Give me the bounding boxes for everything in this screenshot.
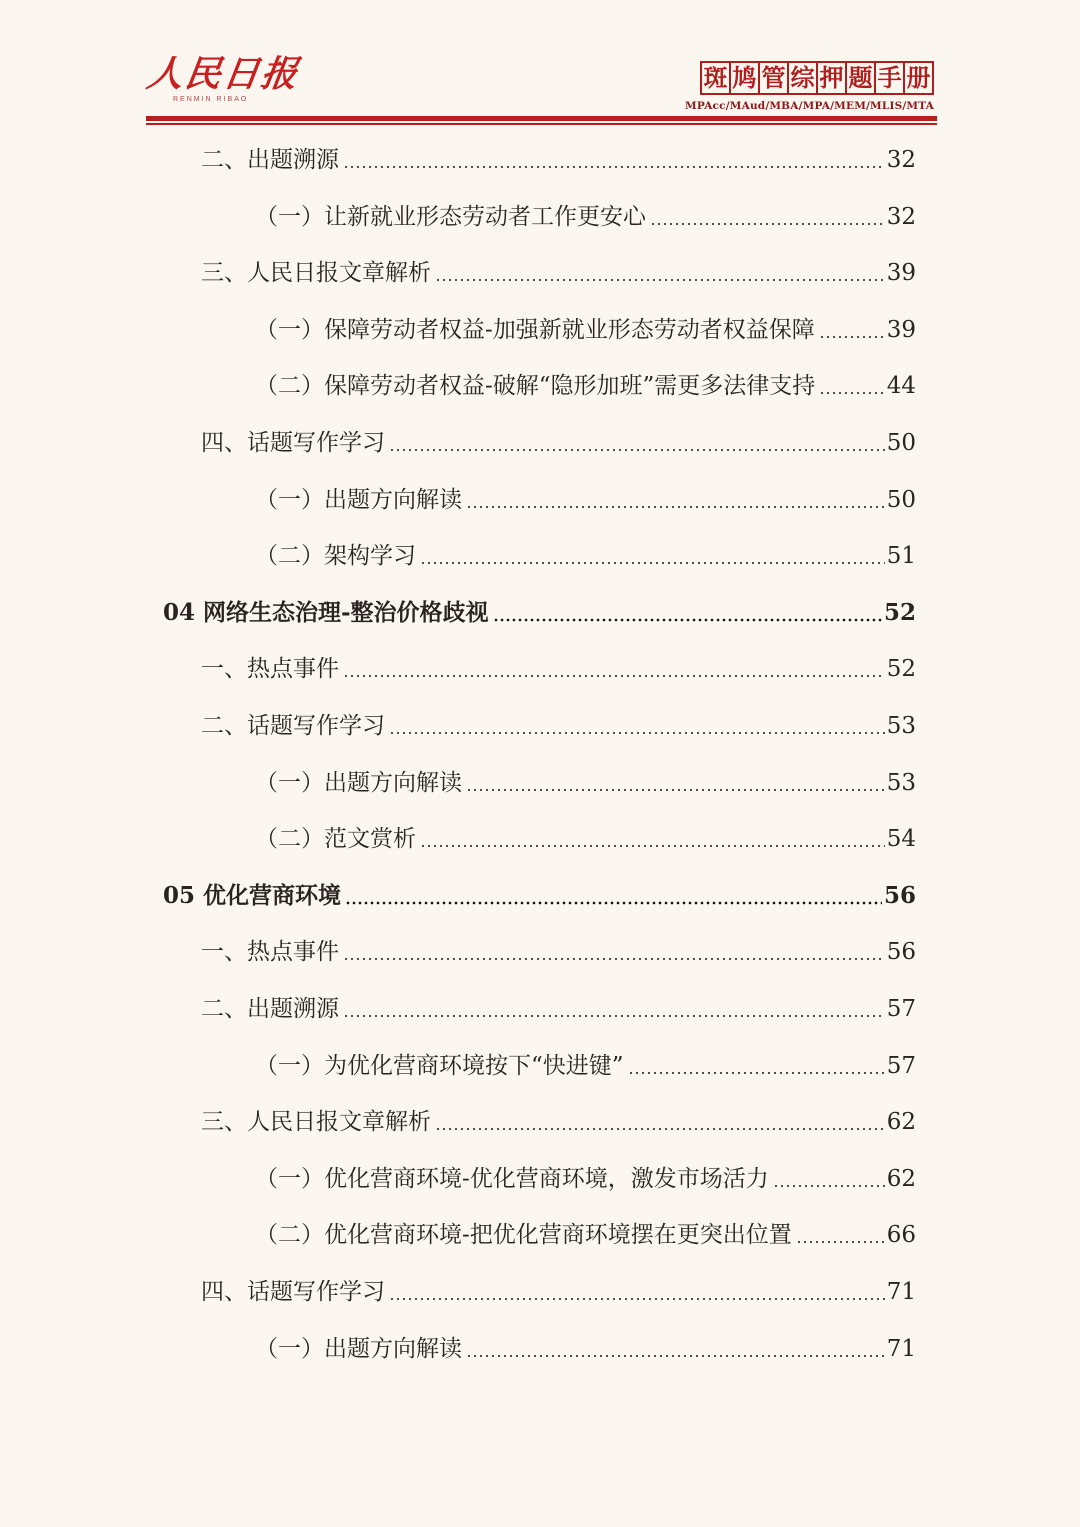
toc-entry-label: （一）优化营商环境-优化营商环境，激发市场活力 bbox=[255, 1165, 769, 1192]
toc-entry-label: （二）架构学习 bbox=[255, 543, 416, 570]
toc-page-number: 57 bbox=[886, 1052, 916, 1079]
toc-dot-leader bbox=[773, 1184, 885, 1188]
toc-entry-label: 二、出题溯源 bbox=[201, 996, 339, 1022]
brand-title-char: 管 bbox=[758, 61, 789, 95]
toc-entry-label: （二）保障劳动者权益-破解“隐形加班”需更多法律支持 bbox=[255, 373, 816, 400]
toc-dot-leader bbox=[796, 1240, 885, 1244]
toc-entry[interactable] bbox=[201, 141, 916, 175]
toc-page-number: 44 bbox=[886, 373, 916, 400]
toc-dot-leader bbox=[343, 165, 885, 169]
toc-dot-leader bbox=[435, 278, 885, 282]
toc-entry[interactable] bbox=[255, 367, 916, 401]
toc-dot-leader bbox=[819, 335, 885, 339]
toc-page-number: 39 bbox=[886, 316, 916, 343]
logo-pinyin: RENMIN RIBAO bbox=[173, 96, 249, 103]
toc-dot-leader bbox=[389, 448, 885, 452]
toc-chapter-entry[interactable] bbox=[163, 594, 916, 628]
brand-title-char: 题 bbox=[845, 61, 876, 95]
toc-page-number: 32 bbox=[886, 147, 916, 173]
brand-title-char: 综 bbox=[787, 61, 818, 95]
toc-dot-leader bbox=[343, 957, 885, 961]
toc-entry-label: （一）出题方向解读 bbox=[255, 1335, 462, 1362]
toc-dot-leader bbox=[466, 788, 885, 792]
renmin-ribao-logo bbox=[144, 52, 302, 103]
toc-chapter-entry[interactable] bbox=[163, 877, 916, 911]
toc-page-number: 56 bbox=[886, 939, 916, 966]
toc-dot-leader bbox=[493, 618, 882, 622]
toc-page-number: 53 bbox=[886, 769, 916, 796]
toc-dot-leader bbox=[466, 1354, 885, 1358]
toc-entry[interactable] bbox=[255, 198, 916, 232]
toc-entry[interactable] bbox=[255, 1330, 916, 1364]
toc-dot-leader bbox=[389, 1297, 885, 1301]
toc-entry[interactable] bbox=[255, 820, 916, 854]
toc-page-number: 71 bbox=[886, 1335, 916, 1362]
brand-title-char: 手 bbox=[874, 61, 905, 95]
toc-dot-leader bbox=[389, 731, 885, 735]
toc-entry-label: 三、人民日报文章解析 bbox=[201, 1109, 431, 1136]
toc-page-number: 53 bbox=[886, 713, 916, 739]
toc-entry[interactable] bbox=[201, 254, 916, 288]
toc-entry[interactable] bbox=[201, 424, 916, 458]
brand-title-char: 鸠 bbox=[729, 61, 760, 95]
header-rule-thin bbox=[146, 123, 937, 125]
toc-entry[interactable] bbox=[255, 481, 916, 515]
toc-dot-leader bbox=[819, 391, 884, 395]
toc-entry-label: 二、出题溯源 bbox=[201, 147, 339, 173]
toc-dot-leader bbox=[650, 222, 885, 226]
toc-page-number: 52 bbox=[883, 598, 916, 626]
toc-entry[interactable] bbox=[255, 311, 916, 345]
toc-entry[interactable] bbox=[201, 1273, 916, 1307]
toc-entry[interactable] bbox=[255, 1047, 916, 1081]
toc-entry-label: 04 网络生态治理-整治价格歧视 bbox=[163, 598, 489, 626]
toc-entry-label: 四、话题写作学习 bbox=[201, 1279, 385, 1305]
toc-page-number: 54 bbox=[886, 826, 916, 853]
toc-page-number: 62 bbox=[886, 1109, 916, 1136]
toc-page-number: 51 bbox=[886, 543, 916, 570]
toc-entry-label: 05 优化营商环境 bbox=[163, 881, 342, 909]
toc-entry[interactable] bbox=[255, 1216, 916, 1250]
toc-dot-leader bbox=[420, 844, 885, 848]
toc-page-number: 66 bbox=[886, 1222, 916, 1249]
toc-entry[interactable] bbox=[201, 1103, 916, 1137]
toc-entry-label: （一）为优化营商环境按下“快进键” bbox=[255, 1052, 624, 1079]
toc-dot-leader bbox=[435, 1127, 885, 1131]
page-header bbox=[0, 0, 1080, 130]
toc-page-number: 52 bbox=[886, 656, 916, 683]
toc-entry[interactable] bbox=[201, 990, 916, 1024]
header-rule-thick bbox=[146, 116, 937, 121]
toc-entry-label: （一）出题方向解读 bbox=[255, 769, 462, 796]
toc-entry-label: 四、话题写作学习 bbox=[201, 430, 385, 456]
brand-title-char: 斑 bbox=[700, 61, 731, 95]
toc-page-number: 57 bbox=[886, 996, 916, 1022]
toc-entry-label: （二）优化营商环境-把优化营商环境摆在更突出位置 bbox=[255, 1222, 792, 1249]
toc-entry[interactable] bbox=[201, 933, 916, 967]
toc-page-number: 39 bbox=[886, 260, 916, 287]
brand-title-char: 押 bbox=[816, 61, 847, 95]
brand-block bbox=[685, 61, 934, 112]
toc-page-number: 56 bbox=[883, 881, 916, 909]
toc-dot-leader bbox=[466, 505, 885, 509]
toc-page-number: 50 bbox=[886, 430, 916, 456]
toc-dot-leader bbox=[420, 561, 885, 565]
toc-entry-label: 一、热点事件 bbox=[201, 656, 339, 683]
toc-entry-label: 三、人民日报文章解析 bbox=[201, 260, 431, 287]
toc-entry[interactable] bbox=[255, 537, 916, 571]
brand-title-char: 册 bbox=[903, 61, 934, 95]
toc-dot-leader bbox=[345, 901, 882, 905]
toc-page-number: 50 bbox=[886, 486, 916, 513]
toc-entry[interactable] bbox=[201, 650, 916, 684]
toc-entry-label: 一、热点事件 bbox=[201, 939, 339, 966]
toc-page-number: 62 bbox=[886, 1165, 916, 1192]
brand-subtitle: MPAcc/MAud/MBA/MPA/MEM/MLIS/MTA bbox=[685, 100, 934, 112]
toc-dot-leader bbox=[628, 1071, 885, 1075]
brand-title bbox=[685, 61, 934, 95]
toc-entry-label: （一）让新就业形态劳动者工作更安心 bbox=[255, 203, 646, 230]
toc-entry-label: 二、话题写作学习 bbox=[201, 713, 385, 739]
toc-dot-leader bbox=[343, 674, 885, 678]
toc-entry-label: （一）出题方向解读 bbox=[255, 486, 462, 513]
toc-page-number: 71 bbox=[886, 1279, 916, 1305]
toc-entry-label: （一）保障劳动者权益-加强新就业形态劳动者权益保障 bbox=[255, 316, 815, 343]
logo-text: 人民日报 bbox=[144, 53, 302, 95]
toc-page-number: 32 bbox=[886, 203, 916, 230]
toc-entry[interactable] bbox=[255, 1160, 916, 1194]
toc-entry[interactable] bbox=[201, 707, 916, 741]
toc-entry-label: （二）范文赏析 bbox=[255, 826, 416, 853]
toc-entry[interactable] bbox=[255, 764, 916, 798]
toc-dot-leader bbox=[343, 1014, 885, 1018]
